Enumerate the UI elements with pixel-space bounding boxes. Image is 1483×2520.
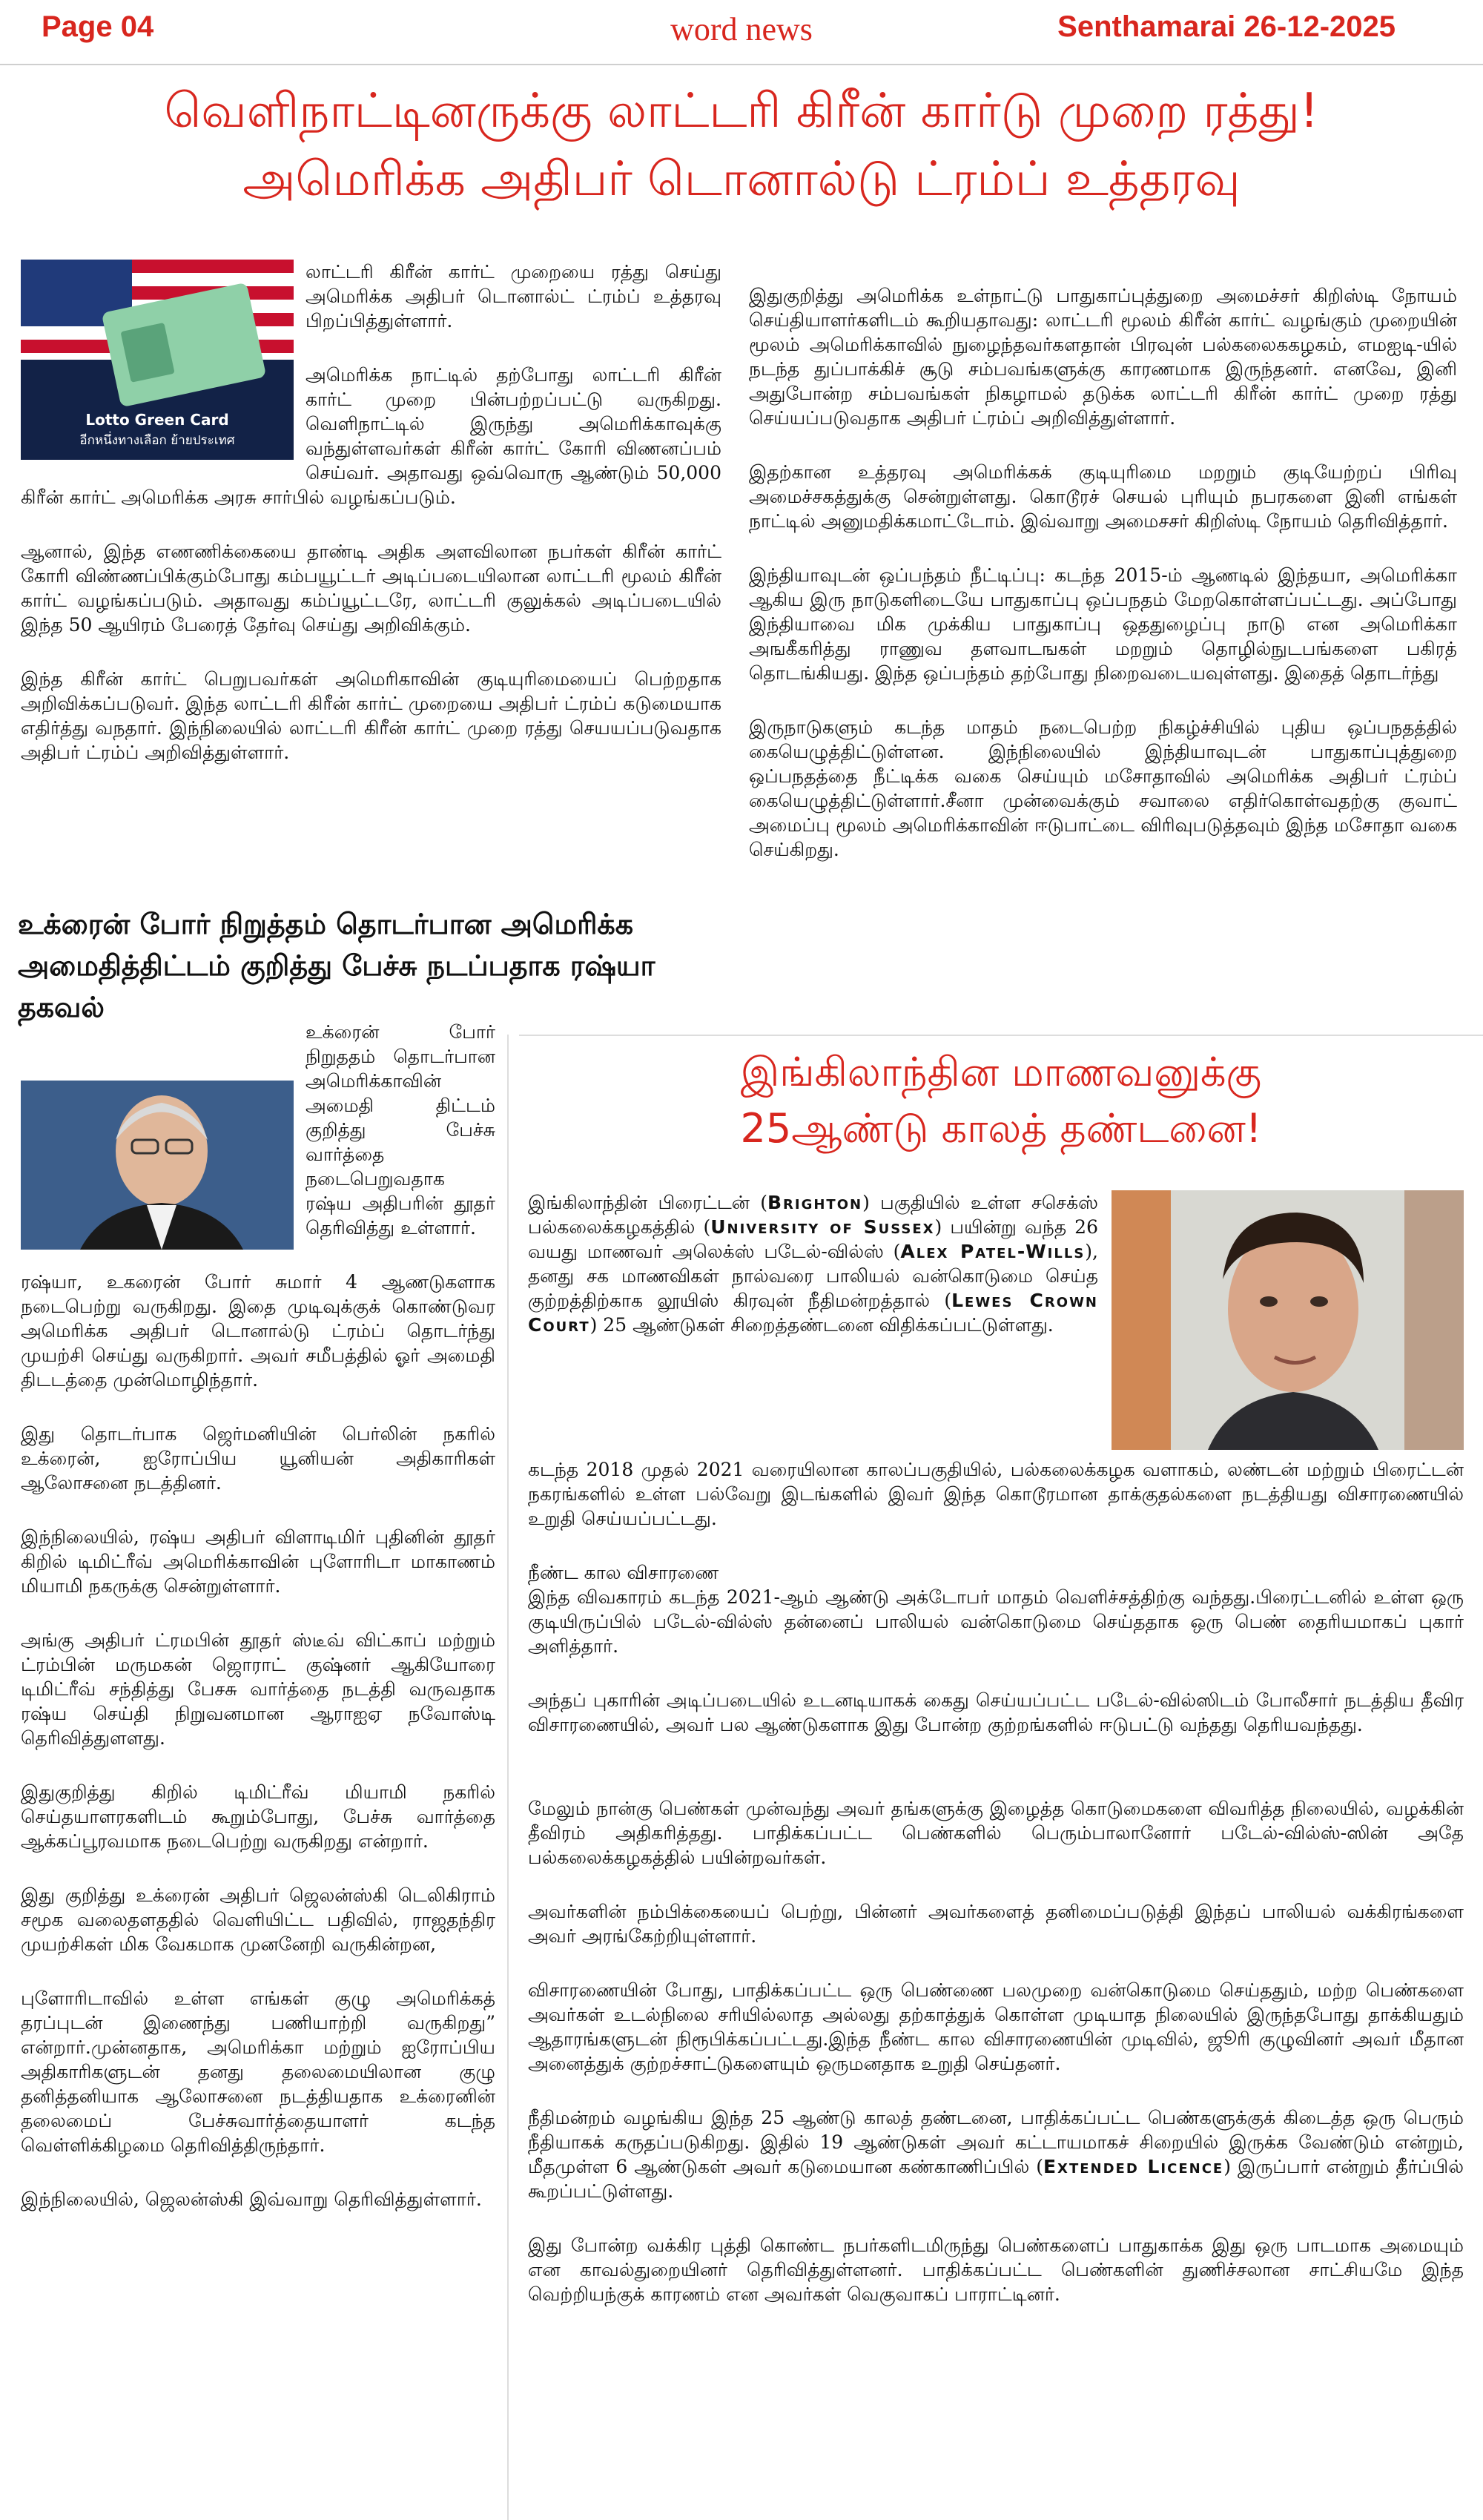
subheading bbox=[528, 1560, 1464, 1585]
paragraph: இது போன்ற வக்கிர புத்தி கொண்ட நபர்களிடமிருந்து பெண்களைப் பாதுகாக்க இது ஒரு பாடமாக அமையும் என காவல்துறையினர் தெரிவித்துள்ளனர். பாதிக்கப்பட்ட பெண்களின் துணிச்சலான சாட்சியமே இந்த வெற்றியந்குக் காரணம் என அவர்கள் வெகுவாகப் பாராட்டினர். bbox=[528, 2234, 1464, 2305]
article-lottery-right bbox=[749, 283, 1457, 891]
paragraph: கடந்த 2018 முதல் 2021 வரையிலான காலப்பகுதியில், பல்கலைக்கழக வளாகம், லண்டன் மற்றும் பிரைட்டன் நகரங்களில் உள்ள பல்வேறு இடங்களில் இவர் இந்த கொடூரமான தாக்குதல்களை நடத்தியது விசாரணையில் உறுதி செய்யப்பட்டது. bbox=[528, 1459, 1464, 1529]
paragraph: லாட்டரி கிரீன் கார்ட் முறையை ரத்து செய்து அமெரிக்க அதிபர் டொனால்ட் ட்ரம்ப் உத்தரவு பிறப்பித்துள்ளார். bbox=[305, 261, 721, 332]
column-divider bbox=[507, 1035, 509, 2520]
paragraph: இதுகுறித்து அமெரிக்க உள்நாட்டு பாதுகாப்புத்துறை அமைச்சர் கிறிஸ்டி நோயம் செய்தியாளர்களிடம் கூறியதாவது: லாட்டரி மூலம் கிரீன் கார்ட் வழங்கும் முறையின் மூலம் அமெரிக்காவில் நுழைந்தவர்களதான் பிரவுன் பல்கலைககழகம், எமஐடி-யில் நடந்த துப்பாக்கிச் சூடு சம்பவங்களுக்கு காரணமாக இருந்தனர். எனவே, இனி அதுபோன்ற சம்பவங்கள் நிகழாமல் தடுக்க லாட்டரி கிரீன் கார்ட் முறை ரத்து செய்யப்படுவதாக அதிபர் ட்ரம்ப் அறிவித்துள்ளார். bbox=[749, 285, 1457, 429]
mugshot bbox=[1112, 1190, 1464, 1450]
green-card-subtitle: อีกหนึ่งทางเลือก ย้ายประเทศ bbox=[79, 433, 235, 448]
english-term: Lewes Crown Court bbox=[528, 1290, 1098, 1336]
main-headline bbox=[0, 77, 1483, 214]
student-headline bbox=[519, 1044, 1483, 1157]
paragraph: அந்தப் புகாரின் அடிப்படையில் உடனடியாகக் கைது செய்யப்பட்ட படேல்-வில்ஸிடம் போலீசார் நடத்திய தீவிர விசாரணையில், அவர் பல ஆண்டுகளாக இது போன்ற குற்றங்களில் ஈடுபட்டு வந்தது தெரியவந்தது. bbox=[528, 1689, 1464, 1735]
paragraph: இருநாடுகளும் கடந்த மாதம் நடைபெற்ற நிகழ்ச்சியில் புதிய ஒப்பநதத்தில் கையெழுத்திட்டுள்ளன. இந்நிலையில் இந்தியாவுடன் பாதுகாப்புத்துறை ஒப்பநதத்தை நீட்டிக்க வகை செய்யும் மசோதாவில் அமெரிக்க அதிபர் ட்ரம்ப் கையெழுத்திட்டுள்ளார்.சீனா முன்வைக்கும் சவாலை எதிர்கொள்வதற்கு குவாட் அமைப்பு மூலம் அமெரிக்காவின் ஈடுபாட்டை விரிவுபடுத்தவும் இந்த மசோதா வகை செய்கிறது. bbox=[749, 716, 1457, 860]
section-divider bbox=[519, 1035, 1483, 1036]
headline-line-2: அமெரிக்க அதிபர் டொனால்டு ட்ரம்ப் உத்தரவு bbox=[242, 152, 1241, 207]
student-headline-line-2: 25ஆண்டு காலத் தண்டனை! bbox=[740, 1105, 1262, 1152]
green-card-title: Lotto Green Card bbox=[85, 411, 229, 429]
envoy-photo bbox=[21, 1081, 294, 1250]
article-lottery-left bbox=[21, 260, 721, 794]
paragraph: இந்தியாவுடன் ஒப்பந்தம் நீட்டிப்பு: கடந்த 2015-ம் ஆணடில் இந்தயா, அமெரிக்கா ஆகிய இரு நாடுகளிடையே பாதுகாப்பு ஒப்பநதம் மேறகொள்ளப்பட்டது. அப்போது இந்தியாவை மிக முக்கிய பாதுகாப்பு ஒததுழைப்பு நாடு என அமெரிக்கா அஙகீகரித்து ராணுவ தளவாடஙகள் மறறும் தொழில்நுடபங்களை பகிரத் தொடங்கியது. இந்த ஒப்பந்தம் தற்போது நிறைவடையவுள்ளது. இதைத் தொடர்ந்து bbox=[749, 564, 1457, 684]
paragraph: இந்நிலையில், ஜெலன்ஸ்கி இவ்வாறு தெரிவித்துள்ளார். bbox=[21, 2188, 482, 2210]
headline-line-1: வெளிநாட்டினருக்கு லாட்டரி கிரீன் கார்டு முறை ரத்து! bbox=[164, 84, 1319, 139]
paragraph: விசாரணையின் போது, பாதிக்கப்பட்ட ஒரு பெண்ணை பலமுறை வன்கொடுமை செய்ததும், மற்ற பெண்களை அவர்கள் உடல்நிலை சரியில்லாத அல்லது தற்காத்துக் கொள்ள முடியாத நிலையில் இருந்தபோது தாக்கியதும் ஆதாரங்களுடன் நிரூபிக்கப்பட்டது.இந்த நீண்ட கால விசாரணையின் முடிவில், ஜூரி குழுவினர் அவர் மீதான அனைத்துக் குற்றச்சாட்டுகளையும் ஒருமனதாக உறுதி செய்தனர். bbox=[528, 1979, 1464, 2074]
english-term: Alex Patel-Wills bbox=[900, 1241, 1086, 1262]
brand-name: word news bbox=[670, 11, 813, 47]
accused-photo bbox=[1112, 1190, 1464, 1450]
paragraph: அங்கு அதிபர் ட்ரமபின் தூதர் ஸ்டீவ் விட்காப் மற்றும் ட்ரம்பின் மருமகன் ஜொராட் குஷ்னர் ஆகியோரை டிமிட்ரீவ் சந்தித்து பேசசு வார்த்தை நடத்தி வருவதாக ரஷ்ய செய்தி நிறுவனமான ஆராஐஏ நவோஸ்டி தெரிவித்துளளது. bbox=[21, 1629, 495, 1749]
paragraph: உக்ரைன் போர் நிறுததம் தொடர்பான அமெரிக்காவின் அமைதி திட்டம் குறித்து பேச்சு வார்த்தை நடைபெறுவதாக ரஷ்ய அதிபரின் தூதர் தெரிவித்து உள்ளார். bbox=[305, 1021, 495, 1238]
page-header bbox=[0, 0, 1483, 65]
green-card-image bbox=[21, 260, 294, 460]
paragraph: ஆனால், இந்த எணணிக்கையை தாண்டி அதிக அளவிலான நபர்கள் கிரீன் கார்ட் கோரி விண்ணப்பிக்கும்போது கம்பயூட்டர் அடிப்படையிலான லாட்டரி மூலம் கிரீன் கார்ட் வழங்கப்படும். அதாவது கம்ப்யூட்டரே, லாட்டரி குலுக்கல் அடிப்படையில் இந்த 50 ஆயிரம் பேரைத் தேர்வு செய்து அறிவிக்கும். bbox=[21, 541, 721, 636]
paragraph: இது தொடர்பாக ஜெர்மனியின் பெர்லின் நகரில் உக்ரைன், ஐரோப்பிய யூனியன் அதிகாரிகள் ஆலோசனை நடத்தினர். bbox=[21, 1423, 495, 1494]
paragraph: இது குறித்து உக்ரைன் அதிபர் ஜெலன்ஸ்கி டெலிகிராம் சமூக வலைதளததில் வெளியிட்ட பதிவில், ராஜதந்திர முயற்சிகள் மிக வேகமாக முனனேறி வருகின்றன, bbox=[21, 1884, 495, 1955]
article-student bbox=[528, 1190, 1464, 2336]
paragraph: அமெரிக்க நாட்டில் தற்போது லாட்டரி கிரீன் கார்ட் முறை பின்பற்றப்பட்டு வருகிறது. வெளிநாட்டில் இருந்து அமெரிக்காவுக்கு வந்துள்ளவர்கள் கிரீன் கார்ட் கோரி விணனப்பம் செய்வர். அதாவது ஒவ்வொரு ஆண்டும் 50,000 கிரீன் கார்ட் அமெரிக்க அரசு சார்பில் வழங்கப்படும். bbox=[21, 364, 721, 508]
english-term: Extended Licence bbox=[1043, 2156, 1224, 2177]
paragraph: இதுகுறித்து கிறில் டிமிட்ரீவ் மியாமி நகரில் செய்தயாளரகளிடம் கூறும்போது, பேச்சு வார்த்தை ஆக்கப்பூரவமாக நடைபெற்று வருகிறது என்றார். bbox=[21, 1781, 495, 1852]
edition-date: Senthamarai 26-12-2025 bbox=[1057, 10, 1396, 43]
ukraine-headline-line-2: அமைதித்திட்டம் குறித்து பேச்சு நடப்பதாக ரஷ்யா தகவல் bbox=[18, 949, 655, 1023]
ukraine-headline-line-1: உக்ரைன் போர் நிறுத்தம் தொடர்பான அமெரிக்க bbox=[18, 908, 634, 940]
text-run: ) பயின்று வந்த 26 வயது மாணவர் அலெக்ஸ் படேல்-வில்ஸ் ( bbox=[528, 1216, 1098, 1262]
text-run: ) பகுதியில் உள்ள சசெக்ஸ் பல்கலைக்கழகத்தில் ( bbox=[528, 1192, 1099, 1238]
paragraph: புளோரிடாவில் உள்ள எங்கள் குழு அமெரிக்கத் தரப்புடன் இணைந்து பணியாற்றி வருகிறது” என்றார்.முன்னதாக, அமெரிக்கா மற்றும் ஐரோப்பிய அதிகாரிகளுடன் தனது தலைமையிலான குழு தனித்தனியாக ஆலோசனை நடத்தியதாக உக்ரைனின் தலைமைப் பேச்சுவார்த்தையாளர் கடந்த வெள்ளிக்கிழமை தெரிவித்திருந்தார். bbox=[21, 1988, 495, 2156]
article-ukraine bbox=[21, 1020, 495, 2241]
paragraph: மேலும் நான்கு பெண்கள் முன்வந்து அவர் தங்களுக்கு இழைத்த கொடுமைகளை விவரித்த நிலையில், வழக்கின் தீவிரம் அதிகரித்தது. பாதிக்கப்பட்ட பெண்களில் பெரும்பாலானோர் படேல்-வில்ஸ்-ஸின் அதே பல்கலைக்கழகத்தில் பயின்றவர்கள். bbox=[528, 1798, 1464, 1868]
english-term: University of Sussex bbox=[710, 1216, 935, 1238]
text-run: ) 25 ஆண்டுகள் சிறைத்தண்டனை விதிக்கப்பட்டுள்ளது. bbox=[589, 1314, 1054, 1336]
text-run: ) இருப்பார் என்றும் தீர்ப்பில் கூறப்பட்டுள்ளது. bbox=[528, 2156, 1464, 2202]
paragraph-licence bbox=[528, 2105, 1464, 2203]
text-run: நீதிமன்றம் வழங்கிய இந்த 25 ஆண்டு காலத் தண்டனை, பாதிக்கப்பட்ட பெண்களுக்குக் கிடைத்த ஒரு பெரும் நீதியாகக் கருதப்படுகிறது. இதில் 19 ஆண்டுகள் அவர் கட்டாயமாகச் சிறையில் இருக்க வேண்டும் என்றும், மீதமுள்ள 6 ஆண்டுகள் அவர் கடுமையான கண்காணிப்பில் ( bbox=[528, 2107, 1464, 2177]
page-number: Page 04 bbox=[42, 10, 154, 43]
paragraph: அவர்களின் நம்பிக்கையைப் பெற்று, பின்னர் அவர்களைத் தனிமைப்படுத்தி இந்தப் பாலியல் வக்கிரங்களை அவர் அரங்கேற்றியுள்ளார். bbox=[528, 1901, 1464, 1947]
man-portrait bbox=[21, 1081, 294, 1250]
subheading-text: நீண்ட கால விசாரணை bbox=[528, 1562, 719, 1583]
student-headline-line-1: இங்கிலாந்தின மாணவனுக்கு bbox=[740, 1049, 1262, 1095]
paragraph: இதற்கான உத்தரவு அமெரிக்கக் குடியுரிமை மறறும் குடியேற்றப் பிரிவு அமைச்சகத்துக்கு சென்றுள்ளது. கொடூரச் செயல் புரியும் நபரகளை இனி எங்கள் நாட்டில் அனுமதிக்கமாட்டோம். இவ்வாறு அமைசசர் கிறிஸ்டி நோயம் தெரிவித்தார். bbox=[749, 461, 1457, 532]
ukraine-headline bbox=[18, 903, 722, 1028]
text-run: இங்கிலாந்தின் பிரைட்டன் ( bbox=[528, 1192, 767, 1213]
text-run: ), தனது சக மாணவிகள் நால்வரை பாலியல் வன்கொடுமை செய்த குற்றத்திற்காக லூயிஸ் கிரவுன் நீதிமன்றத்தால் ( bbox=[528, 1241, 1098, 1311]
paragraph: இந்த கிரீன் கார்ட் பெறுபவர்கள் அமெரிகாவின் குடியுரிமையைப் பெற்றதாக அறிவிக்கப்படுவர். இந்த லாட்டரி கிரீன் கார்ட் முறையை அதிபர் ட்ரம்ப் கடுமையாக எதிர்த்து வநதார். இந்நிலையில் லாட்டரி கிரீன் கார்ட் முறை ரத்து செயயப்படுவதாக அதிபர் ட்ரம்ப் அறிவித்துள்ளார். bbox=[21, 668, 721, 763]
paragraph: ரஷ்யா, உகரைன் போர் சுமார் 4 ஆணடுகளாக நடைபெற்று வருகிறது. இதை முடிவுக்குக் கொண்டுவர அமெரிக்க அதிபர் டொனால்டு ட்ரம்ப் தொடர்ந்து முயற்சி செய்து வருகிறார். அவர் சமீபத்தில் ஓர் அமைதி திடடத்தை முன்மொழிந்தார். bbox=[21, 1271, 495, 1391]
paragraph: இந்த விவகாரம் கடந்த 2021-ஆம் ஆண்டு அக்டோபர் மாதம் வெளிச்சத்திற்கு வந்தது.பிரைட்டனில் உள்ள ஒரு குடியிருப்பில் படேல்-வில்ஸ் தன்னைப் பாலியல் வன்கொடுமை செய்ததாக ஒரு பெண் தைரியமாகப் புகார் அளித்தார். bbox=[528, 1586, 1464, 1657]
paragraph: இந்நிலையில், ரஷ்ய அதிபர் விளாடிமிர் புதினின் தூதர் கிறில் டிமிட்ரீவ் அமெரிக்காவின் புளோரிடா மாகாணம் மியாமி நகருக்கு சென்றுள்ளார். bbox=[21, 1526, 495, 1597]
english-term: Brighton bbox=[767, 1192, 863, 1213]
